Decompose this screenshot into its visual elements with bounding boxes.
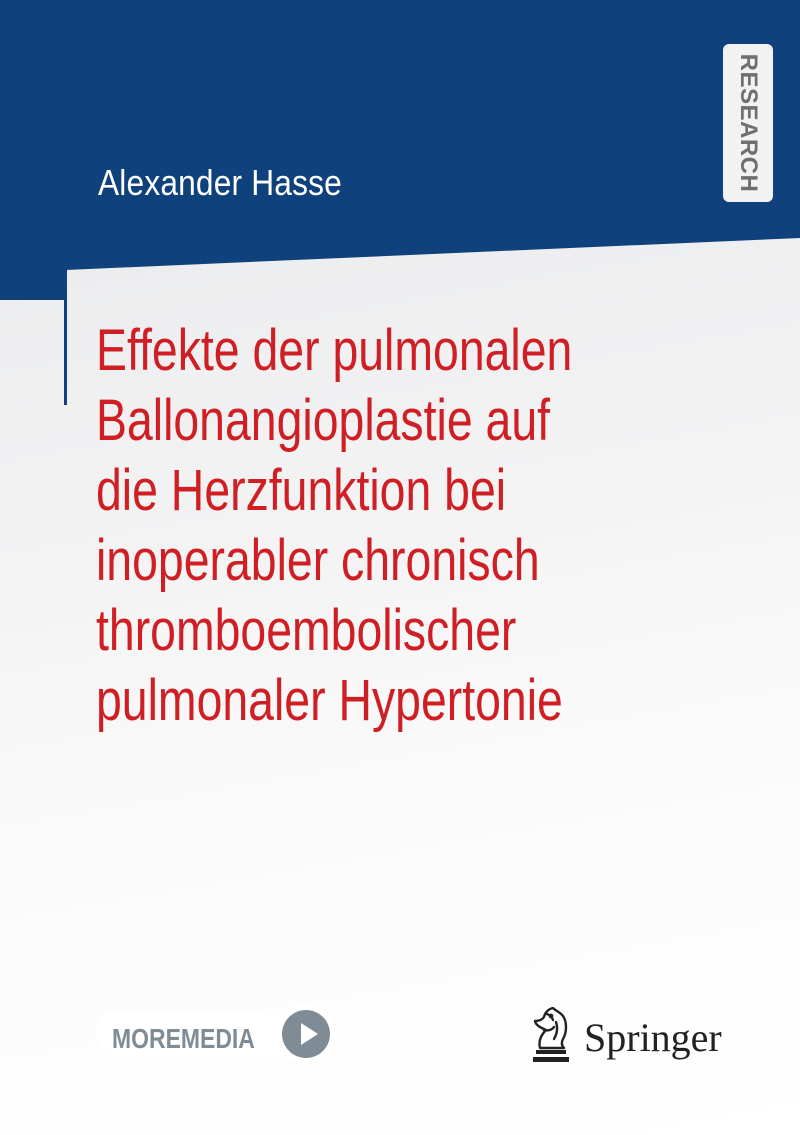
title-line: inoperabler chronisch	[96, 528, 540, 593]
title-line: die Herzfunktion bei	[96, 458, 507, 523]
header-band	[0, 0, 800, 300]
series-label: RESEARCH	[735, 53, 762, 193]
book-title	[96, 316, 786, 736]
title-line: pulmonaler Hypertonie	[96, 668, 563, 733]
title-line: Ballonangioplastie auf	[96, 388, 551, 453]
moremedia-badge	[96, 1002, 340, 1066]
publisher-logo-block	[526, 1000, 756, 1070]
left-accent-rule	[64, 0, 67, 405]
play-icon-triangle	[301, 1023, 318, 1045]
series-tab	[723, 44, 773, 202]
play-icon-circle	[282, 1010, 330, 1058]
play-icon	[276, 1004, 336, 1064]
author-name: Alexander Hasse	[98, 162, 342, 203]
springer-chess-knight-icon	[526, 1004, 574, 1064]
title-line: Effekte der pulmonalen	[96, 318, 573, 383]
publisher-name: Springer	[584, 1015, 722, 1060]
moremedia-label: MOREMEDIA	[112, 1023, 255, 1054]
title-line: thromboembolischer	[96, 598, 517, 663]
